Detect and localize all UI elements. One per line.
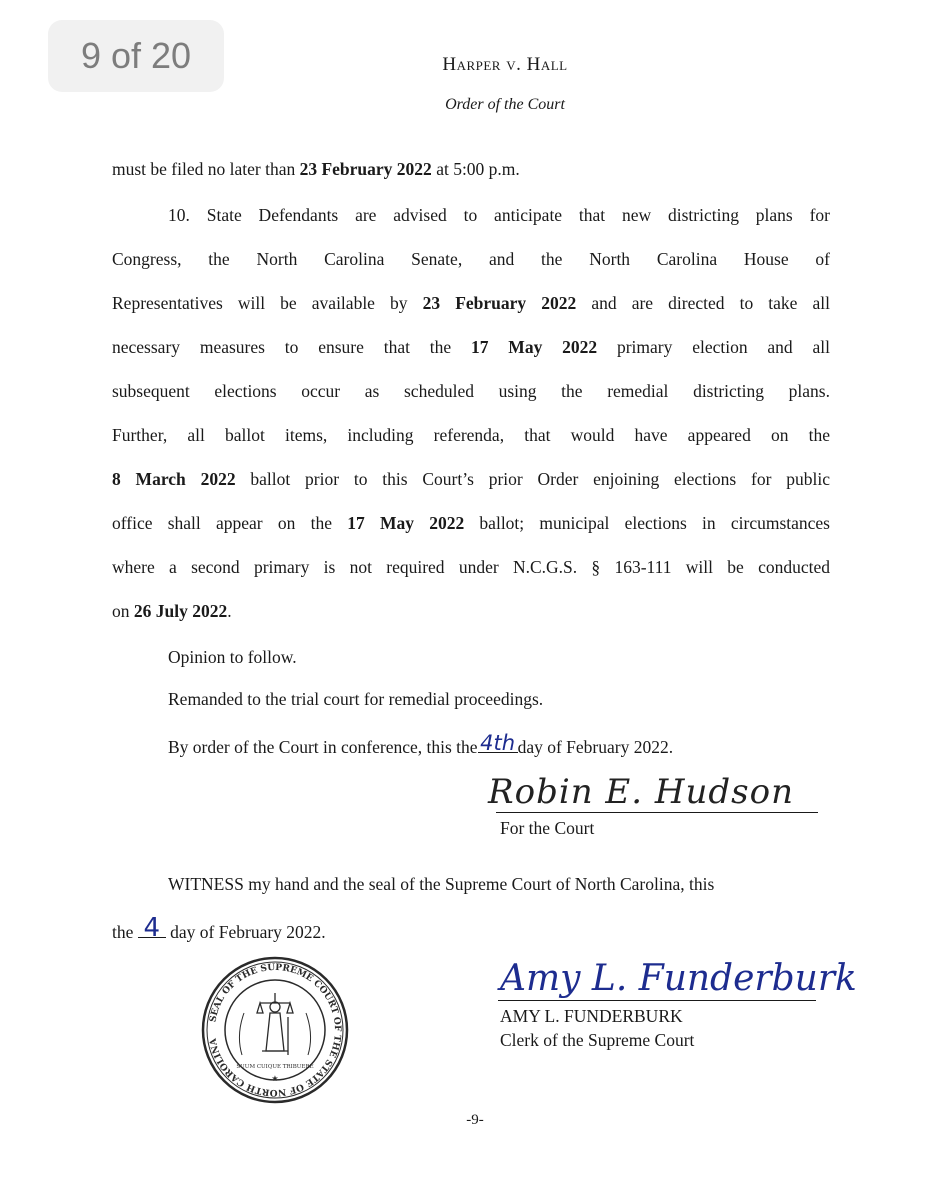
clerk-signature: Amy L. Funderburk bbox=[500, 958, 857, 999]
order-date-line: By order of the Court in conference, this the 4th day of February 2022. bbox=[168, 731, 674, 757]
seal-motto: SUUM CUIQUE TRIBUERE bbox=[236, 1064, 314, 1070]
case-title: Harper v. Hall bbox=[442, 54, 568, 75]
star-icon: ★ bbox=[271, 1074, 279, 1083]
opinion-line: Opinion to follow. bbox=[168, 647, 297, 667]
for-the-court-label: For the Court bbox=[500, 818, 595, 838]
body-line: necessary measures to ensure that the 17 May 2022 primary election and all bbox=[112, 337, 830, 357]
witness-line: WITNESS my hand and the seal of the Supreme Court of North Carolina, this bbox=[168, 874, 715, 894]
supreme-court-seal bbox=[200, 955, 350, 1105]
page-number: -9- bbox=[466, 1112, 484, 1128]
justice-figure-icon bbox=[257, 993, 293, 1055]
day-blank: 4th bbox=[478, 732, 518, 753]
court-signature-line bbox=[496, 812, 818, 813]
body-line: Further, all ballot items, including referenda, that would have appeared on the bbox=[112, 425, 830, 445]
case-subtitle: Order of the Court bbox=[445, 96, 565, 113]
witness-date-line: the 4 day of February 2022. bbox=[112, 913, 326, 943]
body-line: Congress, the North Carolina Senate, and the North Carolina House of bbox=[112, 249, 830, 269]
clerk-title: Clerk of the Supreme Court bbox=[500, 1030, 695, 1050]
body-line: must be filed no later than 23 February 2022 at 5:00 p.m. bbox=[112, 159, 520, 179]
body-line: 10. State Defendants are advised to anticipate that new districting plans for bbox=[168, 205, 830, 225]
court-signature: Robin E. Hudson bbox=[488, 772, 794, 812]
page-counter-text: 9 of 20 bbox=[80, 35, 192, 76]
remanded-line: Remanded to the trial court for remedial proceedings. bbox=[168, 689, 544, 709]
laurel-left-icon bbox=[239, 1013, 310, 1055]
body-line: where a second primary is not required under N.C.G.S. § 163-111 will be conducted bbox=[112, 557, 830, 577]
clerk-name: AMY L. FUNDERBURK bbox=[500, 1006, 683, 1026]
body-line: Representatives will be available by 23 February 2022 and are directed to take all bbox=[112, 293, 831, 313]
body-line: on 26 July 2022. bbox=[112, 601, 232, 621]
seal-text: SEAL OF THE SUPREME COURT OF THE STATE OF NORTH CAROLINA bbox=[208, 962, 343, 1098]
clerk-signature-line bbox=[498, 1000, 816, 1001]
witness-day-blank: 4 bbox=[138, 917, 166, 938]
body-line: subsequent elections occur as scheduled using the remedial districting plans. bbox=[112, 381, 830, 401]
body-line: 8 March 2022 ballot prior to this Court’s prior Order enjoining elections for public bbox=[112, 469, 830, 489]
body-line: office shall appear on the 17 May 2022 ballot; municipal elections in circumstances bbox=[112, 513, 830, 533]
